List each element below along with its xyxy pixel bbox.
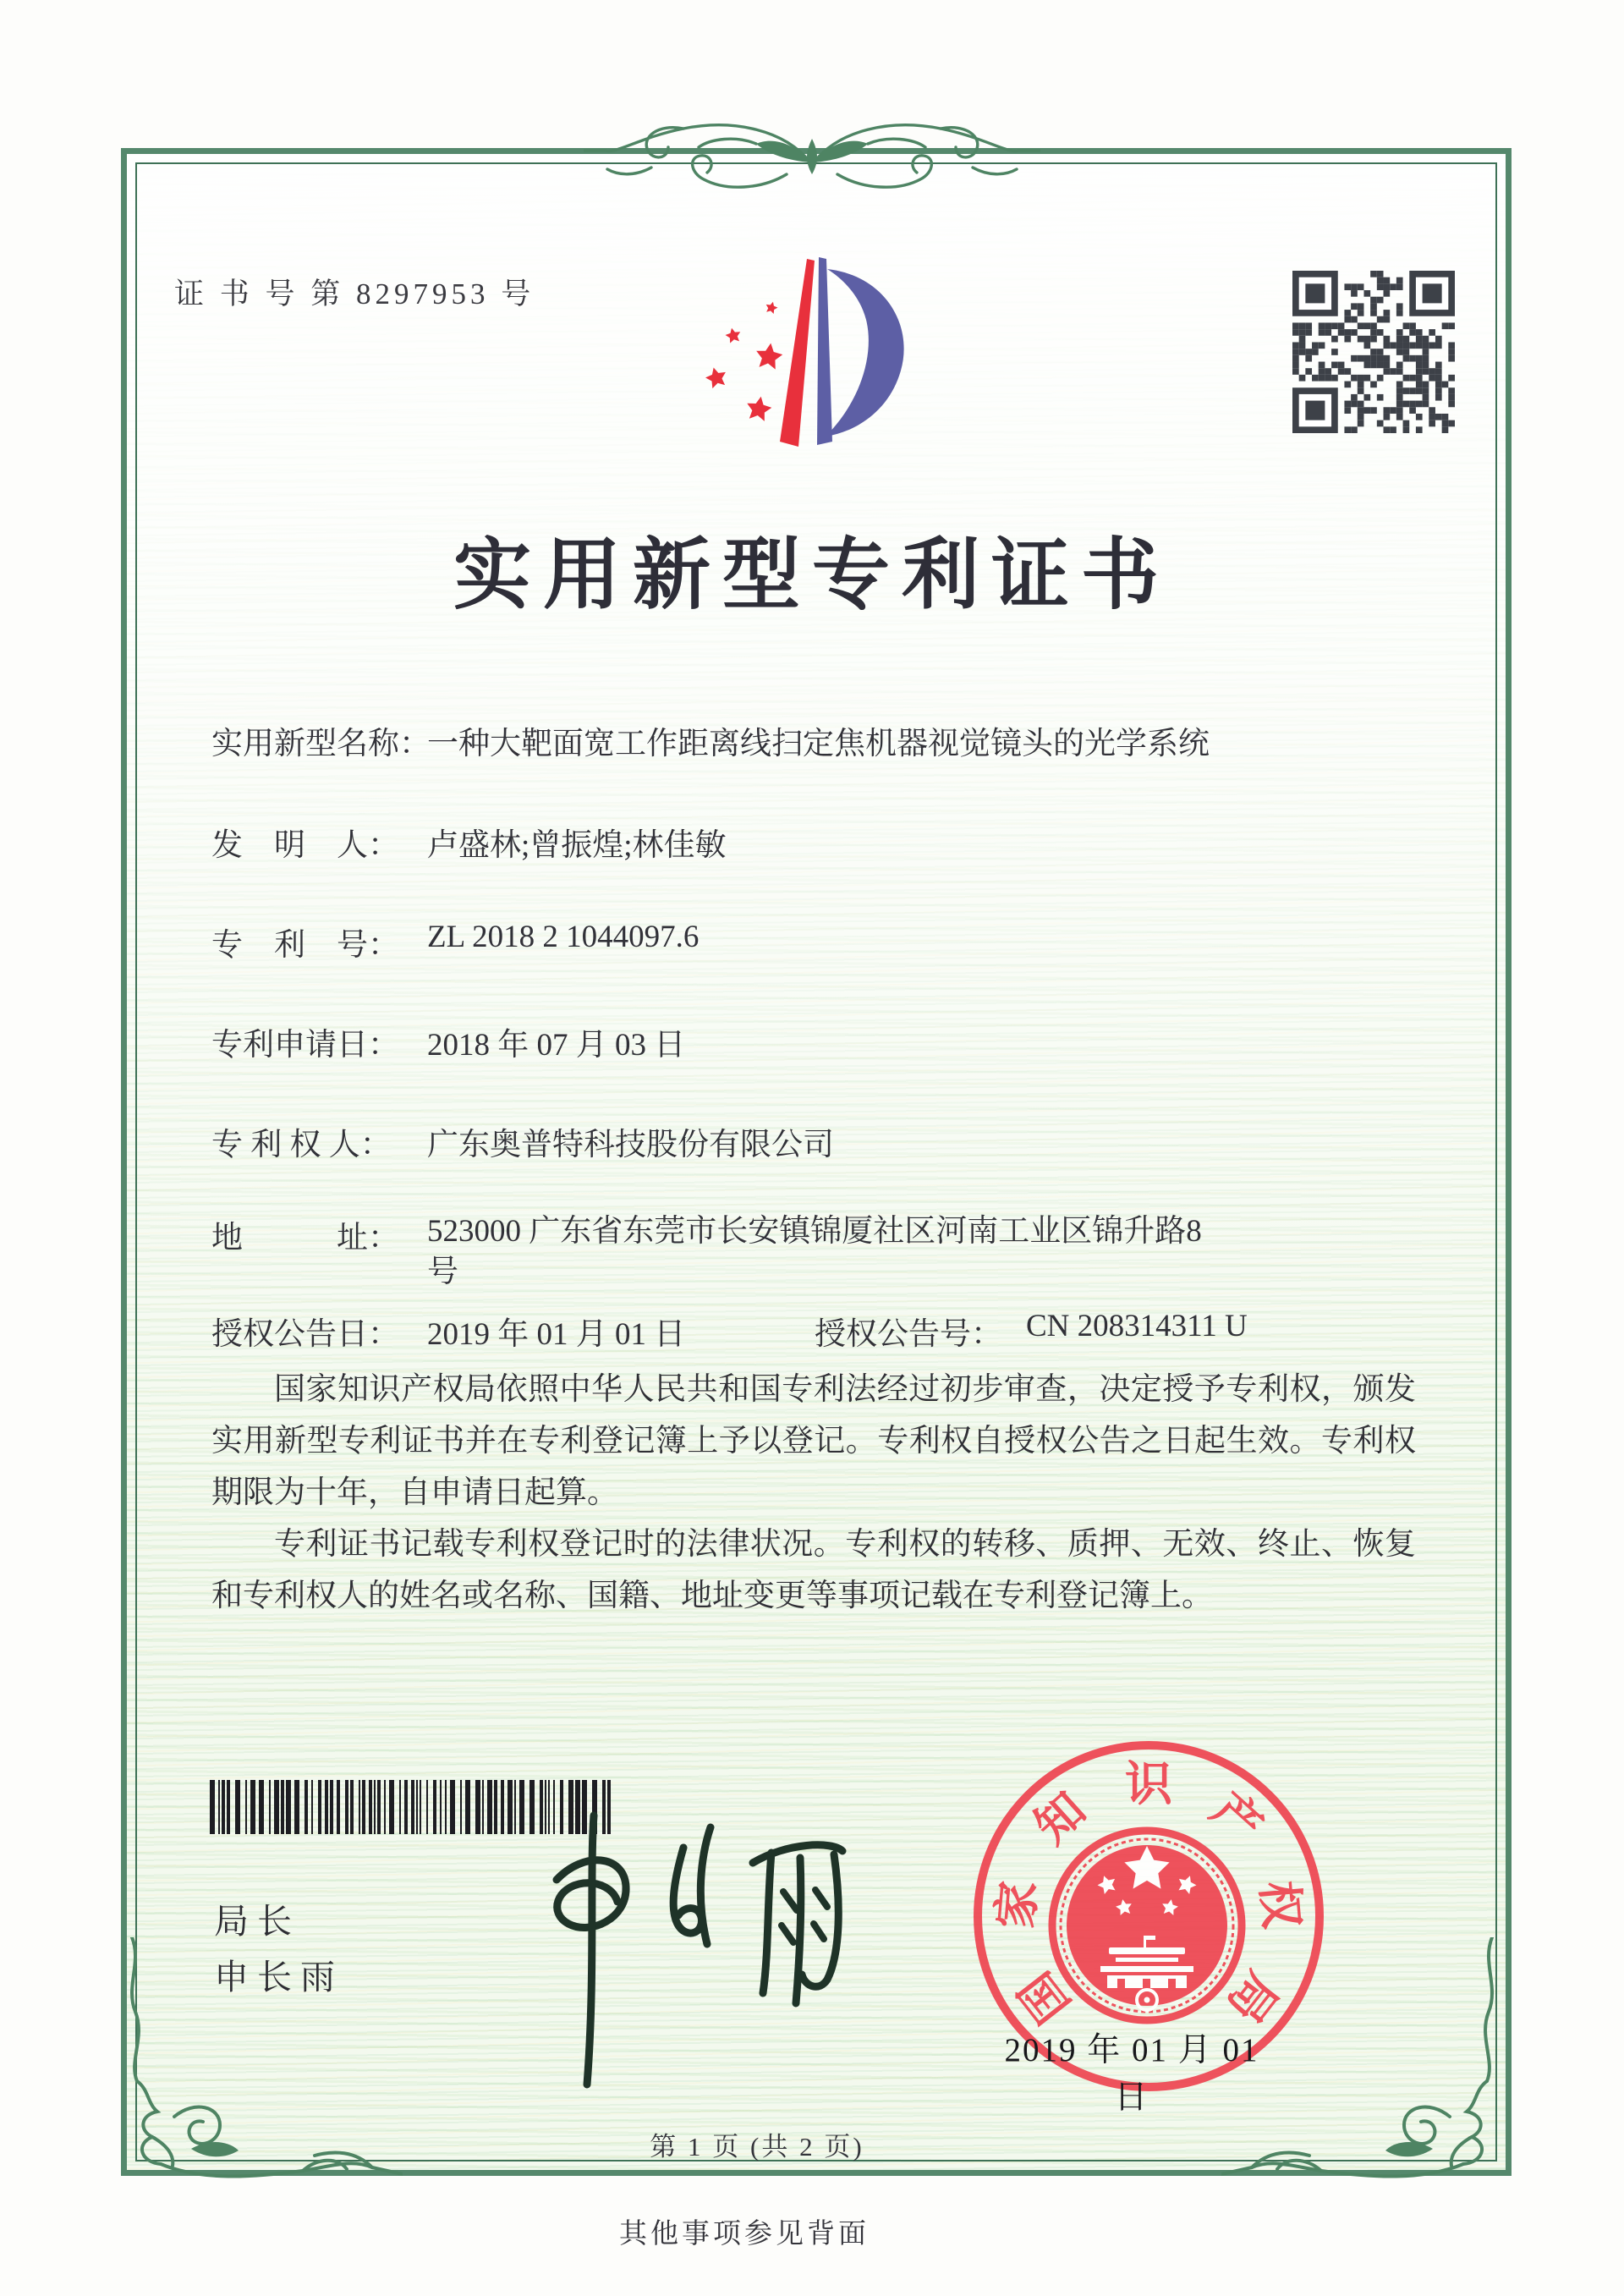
seal-char: 家 — [990, 1878, 1046, 1931]
field-value-filing-date: 2018 年 07 月 03 日 — [427, 1028, 686, 1063]
qr-code — [1292, 271, 1455, 433]
seal-char: 产 — [1201, 1783, 1272, 1854]
field-label-address: 地 址： — [211, 1221, 399, 1255]
back-side-note: 其他事项参见背面 — [619, 2219, 870, 2249]
certificate-title: 实用新型专利证书 — [453, 532, 1171, 618]
field-value-grant-date: 2019 年 01 月 01 日 — [427, 1317, 686, 1352]
cnipa-logo-icon — [700, 252, 924, 465]
field-label-inventors: 发 明 人： — [211, 828, 399, 863]
field-value-address: 523000 广东省东莞市长安镇锦厦社区河南工业区锦升路8号 — [427, 1214, 1202, 1289]
field-label-grant-date: 授权公告日： — [211, 1317, 399, 1352]
seal-date: 2019 年 01 月 01 日 — [1004, 2032, 1259, 2116]
certificate-number: 证 书 号 第 8297953 号 — [174, 277, 535, 310]
field-value-grant-number: CN 208314311 U — [1026, 1309, 1248, 1343]
seal-char: 识 — [1125, 1759, 1172, 1811]
seal-char: 权 — [1251, 1878, 1308, 1931]
seal-char: 知 — [1025, 1783, 1096, 1854]
field-label-utility-model-name: 实用新型名称： — [211, 727, 431, 761]
field-value-patentee: 广东奥普特科技股份有限公司 — [427, 1128, 834, 1162]
field-value-inventors: 卢盛林;曾振煌;林佳敏 — [427, 828, 727, 863]
director-signature — [457, 1799, 854, 2095]
field-label-patent-number: 专 利 号： — [211, 928, 399, 963]
seal-char: 国 — [1010, 1962, 1081, 2032]
field-value-patent-number: ZL 2018 2 1044097.6 — [427, 920, 700, 954]
field-label-grant-number: 授权公告号： — [815, 1317, 1002, 1352]
director-title-label: 局长 — [214, 1902, 300, 1941]
page-indicator: 第 1 页 (共 2 页) — [650, 2132, 864, 2161]
director-name-label: 申长雨 — [214, 1958, 343, 1997]
field-label-filing-date: 专利申请日： — [211, 1028, 399, 1063]
field-label-patentee: 专 利 权 人： — [211, 1128, 392, 1162]
seal-char: 局 — [1216, 1962, 1287, 2032]
field-value-utility-model-name: 一种大靶面宽工作距离线扫定焦机器视觉镜头的光学系统 — [427, 727, 1210, 761]
legal-paragraph-grant: 国家知识产权局依照中华人民共和国专利法经过初步审查，决定授予专利权，颁发实用新型专利证书并在专利登记簿上予以登记。专利权自授权公告之日起生效。专利权期限为十年，自申请日起算。 — [211, 1372, 1416, 1510]
legal-paragraph-register: 专利证书记载专利权登记时的法律状况。专利权的转移、质押、无效、终止、恢复和专利权人的姓名或名称、国籍、地址变更等事项记载在专利登记簿上。 — [211, 1527, 1416, 1613]
legal-text-block — [211, 1364, 1416, 1622]
top-border-ornament — [584, 95, 1040, 213]
